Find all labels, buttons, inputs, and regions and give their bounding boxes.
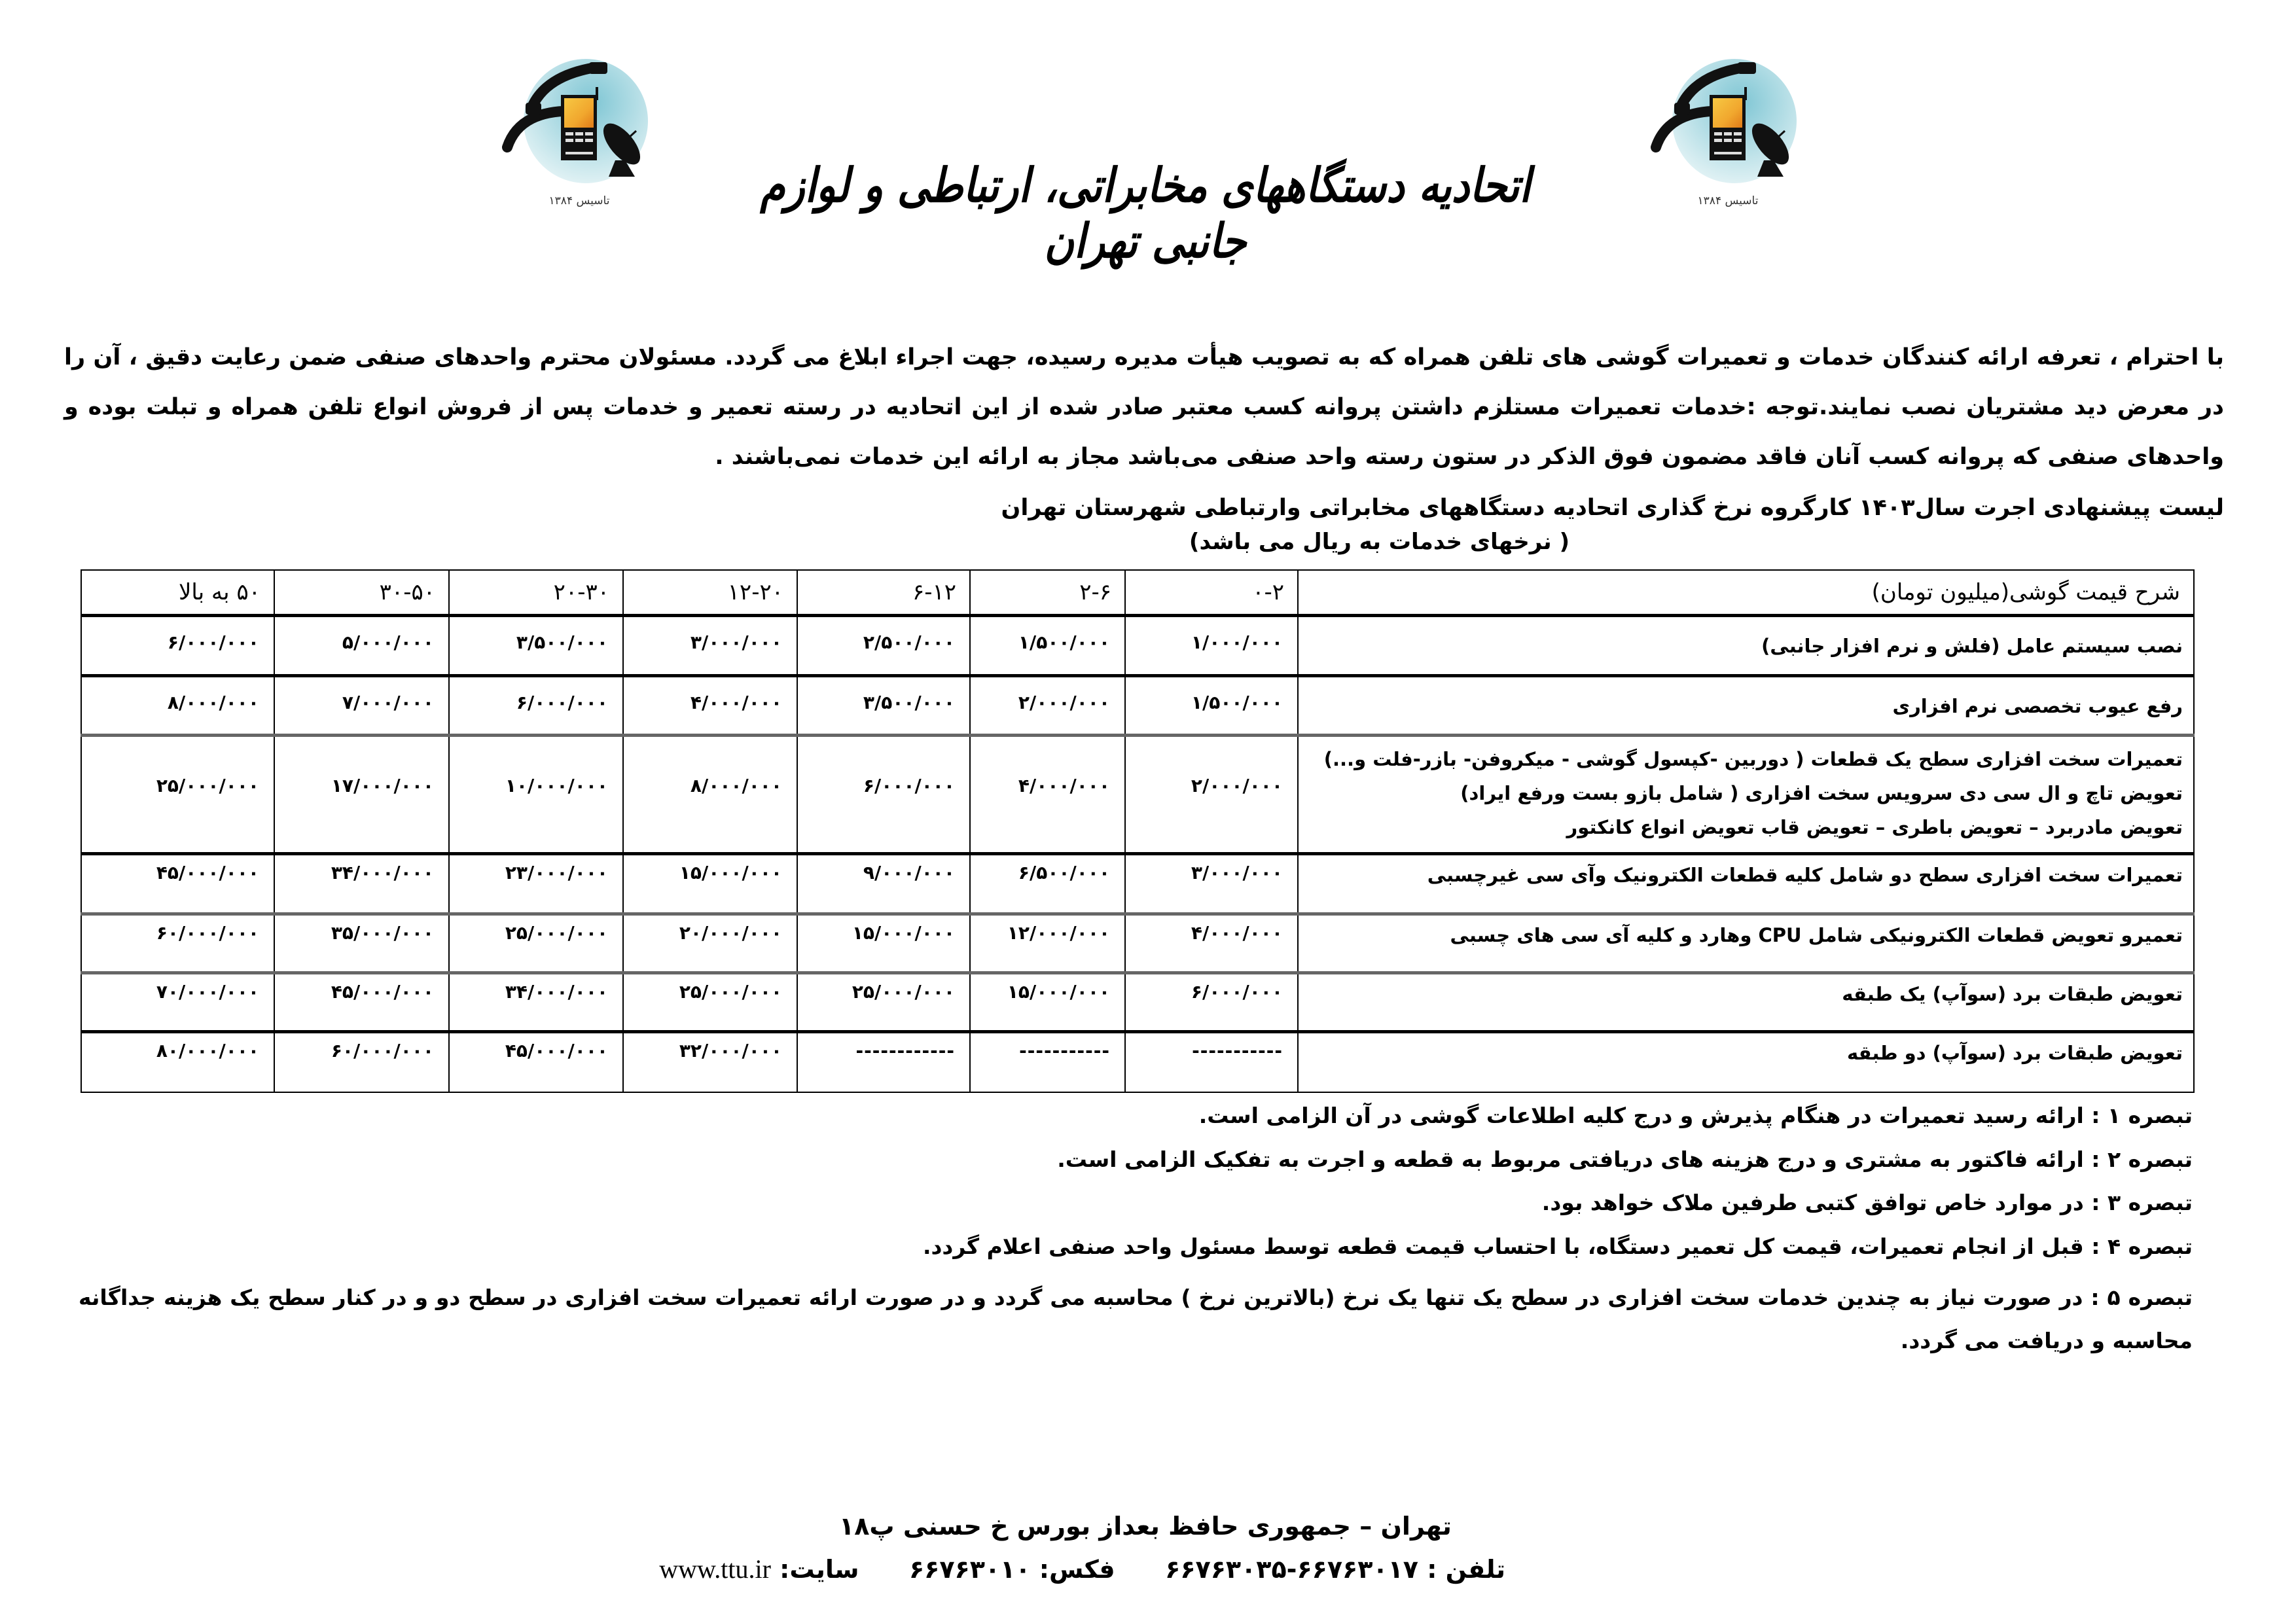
table-row (81, 616, 2194, 676)
rate-cell: ۶/۰۰۰/۰۰۰ (797, 736, 970, 854)
phone-label: تلفن : (1427, 1555, 1505, 1584)
table-row (81, 676, 2194, 736)
rate-cell: ۲/۰۰۰/۰۰۰ (1125, 736, 1298, 854)
column-header-price-range: ۱۲-۲۰ (623, 570, 797, 616)
intro-paragraph: با احترام ، تعرفه ارائه کنندگان خدمات و تعمیرات گوشی های تلفن همراه که به تصویب هیأت مدیره رسیده، جهت اجراء ابلاغ می گردد. مسئولان محترم واحدهای صنفی ضمن رعایت دقیق ، آن را در معرض دید مشتریان نصب نمایند.توجه :خدمات تعمیرات مستلزم داشتن پروانه کسب معتبر صادر شده از این اتحادیه در رسته تعمیر و خدمات پس از فروش انواع تلفن همراه و تبلت بوده و واحدهای صنفی که پروانه کسب آنان فاقد مضمون فوق الذکر در ستون رسته واحد صنفی می‌باشد مجاز به ارائه این خدمات نمی‌باشند . (64, 344, 2224, 470)
description-line: تعویض مادربرد – تعویض باطری – تعویض قاب تعویض انواع کانکتور (1566, 816, 2183, 838)
rate-cell: ۱۲/۰۰۰/۰۰۰ (970, 914, 1125, 973)
column-header-price-range: ۰-۲ (1125, 570, 1298, 616)
description-line: تعمیرات سخت افزاری سطح یک قطعات ( دوربین -کپسول گوشی - میکروفن- بازر-فلت و...) (1323, 748, 2183, 770)
table-header-row (81, 570, 2194, 616)
rate-cell: ۴/۰۰۰/۰۰۰ (1125, 914, 1298, 973)
rate-cell: ۳۲/۰۰۰/۰۰۰ (623, 1032, 797, 1092)
rate-cell: ۳/۵۰۰/۰۰۰ (449, 616, 623, 676)
list-title: لیست پیشنهادی اجرت سال۱۴۰۳ کارگروه نرخ گذاری اتحادیه دستگاههای مخابراتی وارتباطی شهرستان تهران (1001, 495, 2224, 521)
rate-cell: ۱۵/۰۰۰/۰۰۰ (623, 854, 797, 914)
service-description (1298, 1032, 2194, 1092)
phone-numbers: ۶۶۷۶۳۰۱۷-۶۶۷۶۳۰۳۵ (1165, 1555, 1418, 1584)
union-logo-left (481, 29, 677, 219)
column-header-description: شرح قیمت گوشی(میلیون تومان) (1298, 570, 2194, 616)
rate-cell: ۸۰/۰۰۰/۰۰۰ (81, 1032, 274, 1092)
description-line: رفع عیوب تخصصی نرم افزاری (1892, 695, 2183, 717)
rate-cell: ۳۴/۰۰۰/۰۰۰ (274, 854, 449, 914)
column-header-price-range: ۳۰-۵۰ (274, 570, 449, 616)
rate-cell: ۱/۰۰۰/۰۰۰ (1125, 616, 1298, 676)
rate-cell: ۶۰/۰۰۰/۰۰۰ (81, 914, 274, 973)
column-header-price-range: ۶-۱۲ (797, 570, 970, 616)
rate-cell: ۶/۰۰۰/۰۰۰ (81, 616, 274, 676)
rate-cell: ۱۰/۰۰۰/۰۰۰ (449, 736, 623, 854)
description-line: تعویض طبقات برد (سوآپ) دو طبقه (1846, 1042, 2183, 1064)
description-line: تعمیرو تعویض قطعات الکترونیکی شامل CPU وهارد و کلیه آی سی های چسبی (1450, 924, 2183, 946)
rate-cell-empty: ----------- (970, 1032, 1125, 1092)
column-header-price-range: ۲۰-۳۰ (449, 570, 623, 616)
column-header-price-range: ۵۰ به بالا (81, 570, 274, 616)
rate-cell: ۱۵/۰۰۰/۰۰۰ (797, 914, 970, 973)
rate-cell: ۴/۰۰۰/۰۰۰ (623, 676, 797, 736)
rate-cell: ۴/۰۰۰/۰۰۰ (970, 736, 1125, 854)
service-description (1298, 676, 2194, 736)
rate-cell: ۲/۵۰۰/۰۰۰ (797, 616, 970, 676)
rate-cell: ۶۰/۰۰۰/۰۰۰ (274, 1032, 449, 1092)
rate-cell: ۶/۰۰۰/۰۰۰ (1125, 973, 1298, 1032)
footer-contact (659, 1554, 1505, 1584)
rate-cell: ۶/۰۰۰/۰۰۰ (449, 676, 623, 736)
union-logo-right (1630, 29, 1826, 219)
service-description (1298, 854, 2194, 914)
service-description (1298, 736, 2194, 854)
table-row (81, 1032, 2194, 1092)
rate-cell: ۹/۰۰۰/۰۰۰ (797, 854, 970, 914)
rate-cell: ۱/۵۰۰/۰۰۰ (970, 616, 1125, 676)
union-emblem-icon (481, 29, 677, 193)
rate-cell: ۶/۵۰۰/۰۰۰ (970, 854, 1125, 914)
note-5: تبصره ۵ : در صورت نیاز به چندین خدمات سخت افزاری در سطح یک تنها یک نرخ (بالاترین نرخ ) محاسبه می گردد و در صورت ارائه تعمیرات سخت افزاری در سطح دو و در کنار سطح یک هزینه جداگانه محاسبه و دریافت می گردد. (79, 1285, 2193, 1353)
rate-cell: ۷/۰۰۰/۰۰۰ (274, 676, 449, 736)
rate-cell: ۸/۰۰۰/۰۰۰ (623, 736, 797, 854)
description-line: تعویض طبقات برد (سوآپ) یک طبقه (1842, 983, 2183, 1005)
rate-cell: ۸/۰۰۰/۰۰۰ (81, 676, 274, 736)
note-3: تبصره ۳ : در موارد خاص توافق کتبی طرفین ملاک خواهد بود. (1541, 1190, 2193, 1215)
rate-cell: ۳/۵۰۰/۰۰۰ (797, 676, 970, 736)
repair-rate-table (81, 569, 2195, 1093)
description-line: تعویض تاچ و ال سی دی سرویس سخت افزاری ( شامل بازو بست ورفع ایراد) (1460, 782, 2183, 804)
description-line: نصب سیستم عامل (فلش و نرم افزار جانبی) (1761, 635, 2183, 657)
rate-cell: ۳/۰۰۰/۰۰۰ (1125, 854, 1298, 914)
rate-cell: ۳۵/۰۰۰/۰۰۰ (274, 914, 449, 973)
service-description (1298, 616, 2194, 676)
site-label: سایت: (780, 1555, 859, 1584)
rate-cell: ۲۵/۰۰۰/۰۰۰ (449, 914, 623, 973)
service-description (1298, 973, 2194, 1032)
column-header-price-range: ۲-۶ (970, 570, 1125, 616)
rate-cell-empty: ----------- (1125, 1032, 1298, 1092)
rate-cell: ۲۳/۰۰۰/۰۰۰ (449, 854, 623, 914)
table-row (81, 973, 2194, 1032)
table-row (81, 736, 2194, 854)
rate-cell: ۴۵/۰۰۰/۰۰۰ (449, 1032, 623, 1092)
website-link[interactable]: www.ttu.ir (659, 1554, 771, 1584)
rate-cell: ۳۴/۰۰۰/۰۰۰ (449, 973, 623, 1032)
service-description (1298, 914, 2194, 973)
page-title: اتحادیه دستگاههای مخابراتی، ارتباطی و لوازم جانبی تهران (760, 157, 1531, 268)
logo-caption: تاسیس ۱۳۸۴ (548, 194, 610, 207)
rate-cell: ۱۷/۰۰۰/۰۰۰ (274, 736, 449, 854)
note-4: تبصره ۴ : قبل از انجام تعمیرات، قیمت کل تعمیر دستگاه، با احتساب قیمت قطعه توسط مسئول واحد صنفی اعلام گردد. (922, 1234, 2193, 1259)
rate-cell: ۴۵/۰۰۰/۰۰۰ (81, 854, 274, 914)
fax-number: ۶۶۷۶۳۰۱۰ (908, 1555, 1031, 1584)
rate-cell: ۲۵/۰۰۰/۰۰۰ (797, 973, 970, 1032)
rate-cell: ۱/۵۰۰/۰۰۰ (1125, 676, 1298, 736)
union-emblem-icon (1630, 29, 1826, 193)
note-2: تبصره ۲ : ارائه فاکتور به مشتری و درج هزینه های دریافتی مربوط به قطعه و اجرت به تفکیک الزامی است. (1057, 1147, 2193, 1172)
rate-cell: ۲۰/۰۰۰/۰۰۰ (623, 914, 797, 973)
rate-cell: ۲۵/۰۰۰/۰۰۰ (81, 736, 274, 854)
rate-cell: ۷۰/۰۰۰/۰۰۰ (81, 973, 274, 1032)
rate-cell: ۵/۰۰۰/۰۰۰ (274, 616, 449, 676)
rate-cell: ۴۵/۰۰۰/۰۰۰ (274, 973, 449, 1032)
currency-note: ( نرخهای خدمات به ریال می باشد) (1189, 529, 1570, 555)
logo-caption: تاسیس ۱۳۸۴ (1697, 194, 1759, 207)
footer-address: تهران – جمهوری حافظ بعداز بورس خ حسنی پ۱۸ (839, 1512, 1452, 1541)
rate-cell-empty: ------------ (797, 1032, 970, 1092)
table-row (81, 914, 2194, 973)
rate-cell: ۲۵/۰۰۰/۰۰۰ (623, 973, 797, 1032)
rate-cell: ۱۵/۰۰۰/۰۰۰ (970, 973, 1125, 1032)
rate-cell: ۳/۰۰۰/۰۰۰ (623, 616, 797, 676)
rate-cell: ۲/۰۰۰/۰۰۰ (970, 676, 1125, 736)
note-1: تبصره ۱ : ارائه رسید تعمیرات در هنگام پذیرش و درج کلیه اطلاعات گوشی در آن الزامی است. (1198, 1103, 2193, 1128)
fax-label: فکس: (1039, 1555, 1115, 1584)
table-row (81, 854, 2194, 914)
description-line: تعمیرات سخت افزاری سطح دو شامل کلیه قطعات الکترونیک وآی سی غیرچسبی (1427, 864, 2183, 886)
